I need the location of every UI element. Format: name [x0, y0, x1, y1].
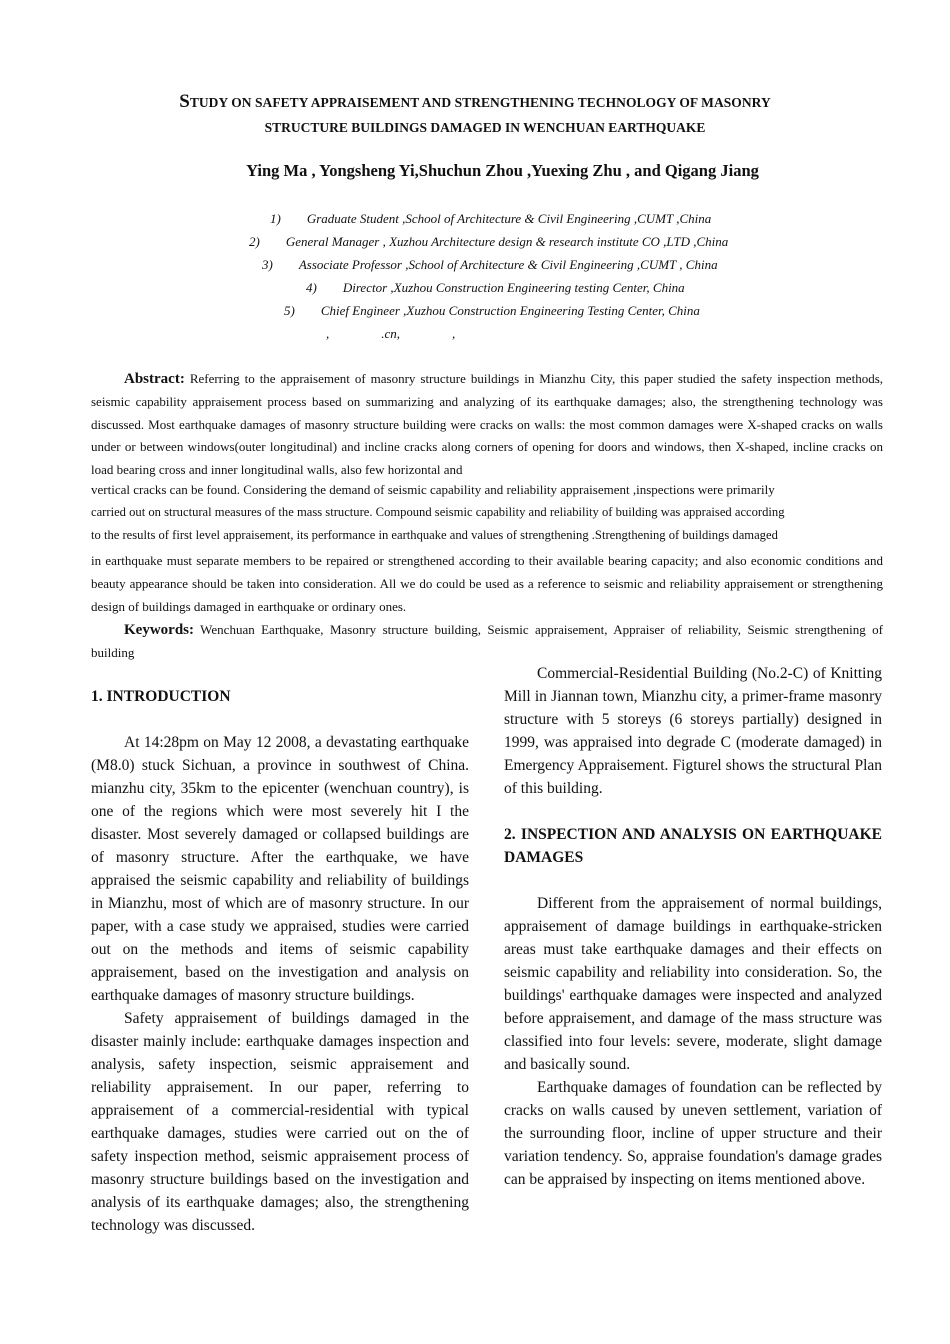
- section-heading-inspection: 2. INSPECTION AND ANALYSIS ON EARTHQUAKE DAMAGES: [504, 826, 882, 866]
- abstract-line-overflow: vertical cracks can be found. Considering the demand of seismic capability and reliability appraisement ,inspections were primarily: [91, 482, 775, 497]
- title-rest: TUDY ON SAFETY APPRAISEMENT AND STRENGTHENING TECHNOLOGY OF MASONRY: [189, 95, 771, 110]
- keywords: [91, 619, 883, 665]
- left-column: [91, 685, 469, 1237]
- intro-paragraph-1: At 14:28pm on May 12 2008, a devastating earthquake (M8.0) stuck Sichuan, a province in southwest of China. mianzhu city, 35km to the epicenter (wenchuan country), is one of the regions which were most severely hit I the disaster. Most severely damaged or collapsed buildings are of masonry structure. After the earthquake, we have appraised the seismic capability and reliability of buildings in Mianzhu, most of which are of masonry structure. In our paper, with a case study we appraised, studies were carried out on the methods and items of seismic capability appraisement, based on the investigation and analysis on earthquake damages of masonry structure buildings.: [91, 734, 469, 1004]
- paper-title-line-1: [0, 91, 950, 113]
- abstract-line-b: to the results of first level appraisement, its performance in earthquake and values of strengthening .Strengthening of buildings damaged: [91, 528, 778, 542]
- affiliation-5: 5) Chief Engineer ,Xuzhou Construction Engineering Testing Center, China: [284, 303, 700, 318]
- author-list: Ying Ma , Yongsheng Yi,Shuchun Zhou ,Yuexing Zhu , and Qigang Jiang: [246, 161, 759, 180]
- paper-title-line-2: STRUCTURE BUILDINGS DAMAGED IN WENCHUAN EARTHQUAKE: [264, 120, 706, 135]
- section-heading-introduction: 1. INTRODUCTION: [91, 688, 231, 705]
- abstract-body: Referring to the appraisement of masonry structure buildings in Mianzhu City, this paper studied the safety inspection methods, seismic capability appraisement process based on summarizing and analyzing of its earthquake damages; also, the strengthening technology was discussed. Most earthquake damages of masonry structure building were cracks on walls: the most common damages were X-shaped cracks on walls under or between windows(outer longitudinal) and incline cracks along corners of opening for doors and windows, then X-shaped, incline cracks on load bearing cross and inner longitudinal walls, also few horizontal and: [91, 371, 883, 478]
- building-paragraph: Commercial-Residential Building (No.2-C) of Knitting Mill in Jiannan town, Mianzhu city, a primer-frame masonry structure with 5 storeys (6 storeys partially) designed in 1999, was appraised into degrade C (moderate damaged) in Emergency Appraisement. Figturel shows the structural Plan of this building.: [504, 665, 882, 797]
- affiliation-2: 2) General Manager , Xuzhou Architecture design & research institute CO ,LTD ,China: [249, 234, 729, 249]
- right-column: [504, 662, 882, 1191]
- affiliation-1: 1) Graduate Student ,School of Architecture & Civil Engineering ,CUMT ,China: [270, 211, 712, 226]
- inspection-paragraph-2: Earthquake damages of foundation can be reflected by cracks on walls caused by uneven settlement, variation of the surrounding floor, incline of upper structure and their variation tendency. So, appraise foundation's damage grades can be appraised by inspecting on items mentioned above.: [504, 1079, 882, 1188]
- intro-paragraph-2: Safety appraisement of buildings damaged in the disaster mainly include: earthquake damages inspection and analysis, safety inspection, seismic appraisement and reliability appraisement. In our paper, referring to appraisement of a commercial-residential with typical earthquake damages, studies were carried out on the of safety inspection method, seismic appraisement process of masonry structure buildings based on the investigation and analysis of its earthquake damages; also, the strengthening technology was discussed.: [91, 1010, 469, 1234]
- abstract-label: Abstract:: [124, 371, 185, 387]
- abstract-line-a: carried out on structural measures of the mass structure. Compound seismic capability and reliability of building was appraised according: [91, 505, 785, 519]
- keywords-label: Keywords:: [124, 622, 194, 638]
- affiliation-3: 3) Associate Professor ,School of Architecture & Civil Engineering ,CUMT , China: [262, 257, 718, 272]
- abstract-continued: in earthquake must separate members to be repaired or strengthened according to their available bearing capacity; and also economic conditions and beauty appearance should be taken into consideration. All we do could be used as a reference to seismic and reliability appraisement or strengthening design of buildings damaged in earthquake or ordinary ones.: [91, 553, 883, 614]
- abstract: [91, 368, 883, 482]
- keywords-body: Wenchuan Earthquake, Masonry structure building, Seismic appraisement, Appraiser of reliability, Seismic strengthening of building: [91, 622, 884, 660]
- title-initial: S: [179, 91, 190, 112]
- affiliation-4: 4) Director ,Xuzhou Construction Engineering testing Center, China: [306, 280, 685, 295]
- inspection-paragraph-1: Different from the appraisement of normal buildings, appraisement of damage buildings in earthquake-stricken areas must take earthquake damages and their effects on seismic capability and reliability into consideration. So, the buildings' earthquake damages were inspected and analyzed before appraisement, and damage of the mass structure was classified into four levels: severe, moderate, slight damage and basically sound.: [504, 895, 882, 1073]
- email-line: , .cn, ,: [326, 326, 456, 341]
